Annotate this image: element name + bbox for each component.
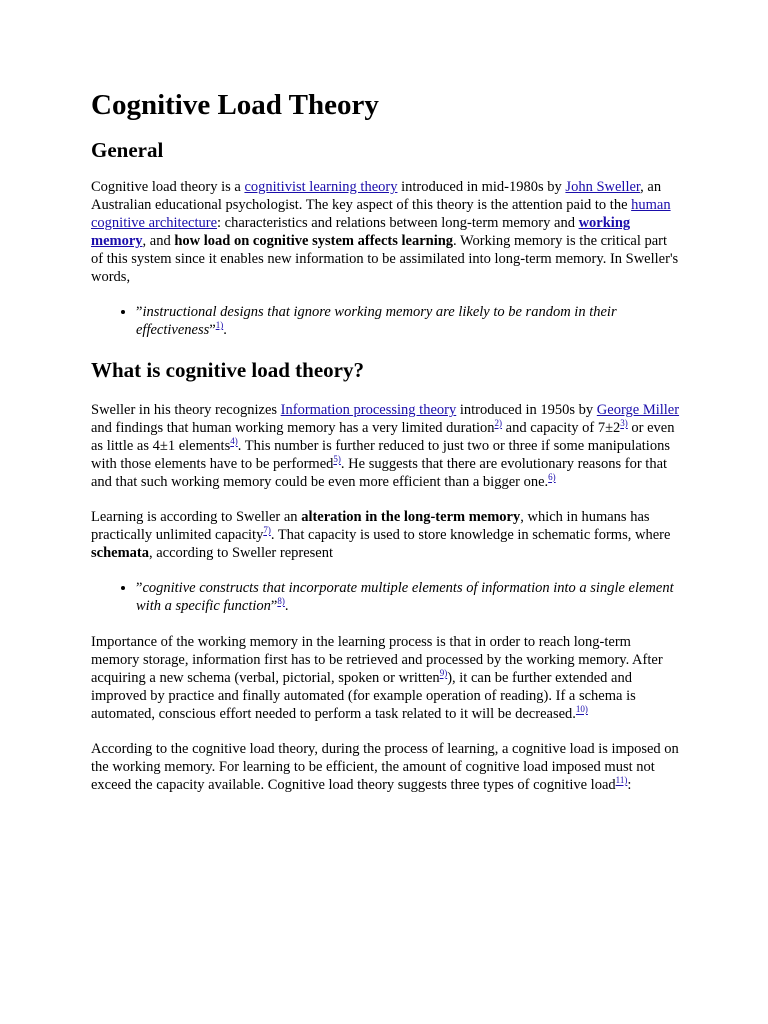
working-memory-link[interactable]: working memory bbox=[91, 215, 631, 250]
footnote-link-11[interactable]: 11) bbox=[615, 775, 628, 786]
footnote-link-3[interactable]: 3) bbox=[620, 418, 628, 429]
bold-text: schemata bbox=[91, 545, 149, 562]
footnote-ref bbox=[277, 597, 285, 607]
quote-text: instructional designs that ignore working memory are likely to be random in their effectiveness bbox=[136, 304, 617, 339]
text-span: , according to Sweller represent bbox=[149, 545, 333, 562]
footnote-link-2[interactable]: 2) bbox=[494, 418, 503, 429]
text-span: Importance of the working memory in the learning process is that in order to reach long-term memory storage, information first has to be retrieved and processed by the working memory. After acquiring a new schema (verbal, pictorial, spoken or written bbox=[91, 634, 663, 687]
text-span: introduced in mid-1980s by bbox=[397, 179, 566, 196]
footnote-link-6[interactable]: 6) bbox=[548, 472, 556, 483]
cognitivist-learning-theory-link[interactable]: cognitivist learning theory bbox=[244, 179, 398, 196]
text-span: , and bbox=[142, 233, 175, 250]
footnote-ref bbox=[263, 526, 271, 536]
quote-item bbox=[136, 579, 681, 615]
footnote-ref bbox=[620, 419, 628, 429]
quote-open-mark: ” bbox=[136, 580, 143, 597]
footnote-link-5[interactable]: 5) bbox=[333, 454, 341, 465]
footnote-link-4[interactable]: 4) bbox=[230, 436, 238, 447]
general-paragraph bbox=[91, 178, 681, 286]
section-paragraph-3 bbox=[91, 633, 681, 723]
footnote-ref bbox=[230, 437, 238, 447]
footnote-ref bbox=[333, 455, 341, 465]
information-processing-theory-link[interactable]: Information processing theory bbox=[280, 402, 457, 419]
text-span: . Working memory is the critical part of this system since it enables new information to be assimilated into long-term memory. In Sweller's words, bbox=[91, 233, 679, 286]
text-span: : bbox=[627, 777, 632, 794]
george-miller-link[interactable]: George Miller bbox=[596, 402, 680, 419]
footnote-ref bbox=[548, 473, 556, 483]
quote-open-mark: ” bbox=[136, 304, 143, 321]
footnote-ref bbox=[616, 776, 628, 786]
text-span: , which in humans has practically unlimited capacity bbox=[91, 509, 650, 544]
text-span: and findings that human working memory has a very limited duration bbox=[91, 420, 495, 437]
quote-end: . bbox=[284, 598, 289, 615]
section-paragraph-4 bbox=[91, 740, 681, 794]
section-paragraph-2 bbox=[91, 508, 681, 562]
text-span: or even as little as 4±1 elements bbox=[91, 420, 675, 455]
text-span: introduced in 1950s by bbox=[456, 402, 597, 419]
text-span: , an Australian educational psychologist. The key aspect of this theory is the attention paid to the bbox=[91, 179, 662, 214]
footnote-link-8[interactable]: 8) bbox=[277, 596, 285, 607]
footnote-link-7[interactable]: 7) bbox=[263, 525, 271, 536]
page-title: Cognitive Load Theory bbox=[91, 89, 379, 121]
text-span: Sweller in his theory recognizes bbox=[91, 402, 281, 419]
text-span: . This number is further reduced to just two or three if some manipulations with those elements have to be performed bbox=[91, 438, 670, 473]
section-paragraph-1 bbox=[91, 401, 681, 491]
general-heading: General bbox=[91, 137, 164, 162]
footnote-link-1[interactable]: 1) bbox=[215, 320, 224, 331]
text-span: : characteristics and relations between long-term memory and bbox=[217, 215, 579, 232]
footnote-ref bbox=[495, 419, 503, 429]
bold-text: alteration in the long-term memory bbox=[301, 509, 521, 526]
section-heading: What is cognitive load theory? bbox=[91, 358, 364, 383]
footnote-ref bbox=[576, 705, 588, 715]
text-span: Cognitive load theory is a bbox=[91, 179, 245, 196]
text-span: . That capacity is used to store knowledge in schematic forms, where bbox=[270, 527, 671, 544]
footnote-link-9[interactable]: 9) bbox=[439, 668, 448, 679]
quote-item bbox=[136, 303, 681, 339]
quote-end: . bbox=[223, 322, 227, 339]
text-span: and capacity of 7±2 bbox=[502, 420, 621, 437]
quote-close-mark: ” bbox=[209, 322, 216, 339]
quote-list bbox=[91, 303, 681, 339]
quote-text: cognitive constructs that incorporate multiple elements of information into a single element with a specific function bbox=[136, 580, 674, 615]
document-page bbox=[91, 88, 681, 811]
john-sweller-link[interactable]: John Sweller bbox=[565, 179, 641, 196]
footnote-link-10[interactable]: 10) bbox=[575, 704, 588, 715]
human-cognitive-architecture-link[interactable]: human cognitive architecture bbox=[91, 197, 671, 232]
quote-list bbox=[91, 579, 681, 615]
text-span: . He suggests that there are evolutionary reasons for that and that such working memory could be even more efficient than a bigger one. bbox=[91, 456, 668, 491]
text-span: ), it can be further extended and improved by practice and finally automated (for example operation of reading). If a schema is automated, conscious effort needed to perform a task related to it will be decreased. bbox=[91, 670, 636, 723]
quote-close-mark: ” bbox=[270, 598, 278, 615]
text-span: According to the cognitive load theory, during the process of learning, a cognitive load is imposed on the working memory. For learning to be efficient, the amount of cognitive load imposed must not exceed the capacity available. Cognitive load theory suggests three types of cognitive load bbox=[91, 741, 679, 794]
text-span: Learning is according to Sweller an bbox=[91, 509, 302, 526]
bold-text: how load on cognitive system affects learning bbox=[174, 233, 454, 250]
